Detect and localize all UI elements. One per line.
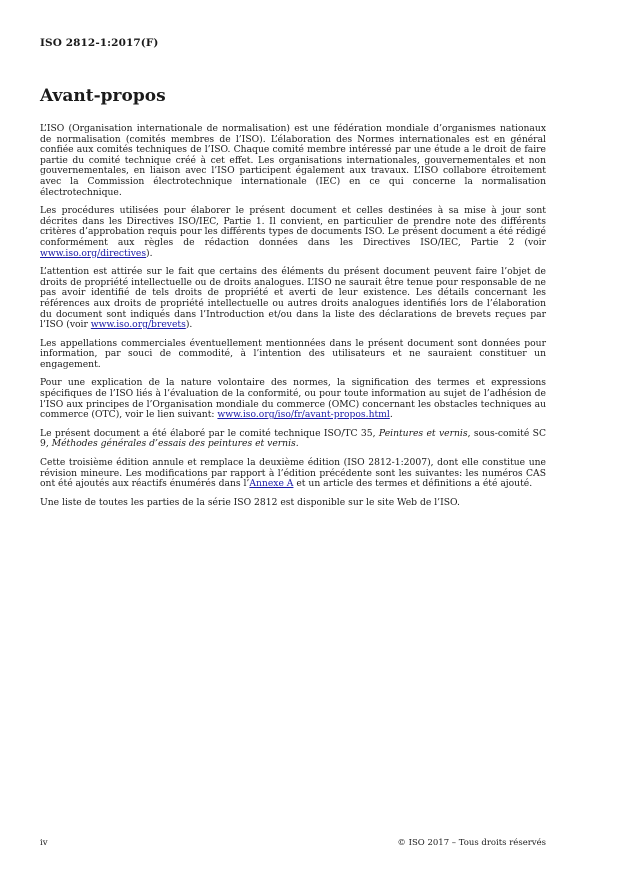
paragraph-1: L’ISO (Organisation internationale de normalisation) est une fédération mondiale d’organismes nationaux de normalisation (comités membres de l’ISO). L’élaboration des Normes internationales est en général confiée aux comités techniques de l’ISO. Chaque comité membre intéressé par une étude a le droit de faire partie du comité technique créé à cet effet. Les organisations internationales, gouvernementales et non gouvernementales, en liaison avec l’ISO participent également aux travaux. L’ISO collabore étroitement avec la Commission électrotechnique internationale (IEC) en ce qui concerne la normalisation électrotechnique. — [40, 123, 546, 198]
paragraph-2 — [40, 206, 546, 259]
paragraph-3-text: L’attention est attirée sur le fait que certains des éléments du présent document peuvent faire l’objet de droits de propriété intellectuelle ou de droits analogues. L’ISO ne saurait être tenue pour responsable de ne pas avoir identifié de tels droits de propriété et averti de leur existence. Les détails concernant les références aux droits de propriété intellectuelle ou autres droits analogues identifiés lors de l’élaboration du document sont indiqués dans l’Introduction et/ou dans la liste des déclarations de brevets reçues par l’ISO (voir — [40, 266, 546, 331]
paragraph-8: Une liste de toutes les parties de la série ISO 2812 est disponible sur le site Web de l’ISO. — [40, 496, 460, 508]
document-body — [40, 124, 546, 516]
page-number: iv — [40, 838, 48, 848]
paragraph-2-end: ). — [146, 247, 153, 259]
directives-link[interactable]: www.iso.org/directives — [40, 247, 147, 259]
subcommittee-title-italic: Méthodes générales d’essais des peintures et vernis — [51, 438, 296, 450]
copyright-notice: © ISO 2017 – Tous droits réservés — [397, 838, 546, 848]
paragraph-6 — [40, 429, 546, 450]
brevets-link[interactable]: www.iso.org/brevets — [90, 319, 186, 331]
paragraph-7-text: Cette troisième édition annule et remplace la deuxième édition (ISO 2812-1:2007), dont elle constitue une révision mineure. Les modifications par rapport à l’édition précédente sont les suivantes: les numéros CAS ont été ajoutés aux réactifs énumérés dans l’ — [40, 457, 546, 490]
paragraph-4: Les appellations commerciales éventuellement mentionnées dans le présent document sont données pour information, par souci de commodité, à l’intention des utilisateurs et ne sauraient constituer un engagement. — [40, 337, 546, 370]
paragraph-5-text: Pour une explication de la nature volontaire des normes, la signification des termes et expressions spécifiques de l’ISO liés à l’évaluation de la conformité, ou pour toute information au sujet de l’adhésion de l’ISO aux principes de l’Organisation mondiale du commerce (OMC) concernant les obstacles techniques au commerce (OTC), voir le lien suivant: — [40, 377, 546, 421]
paragraph-5-end: . — [389, 409, 393, 421]
annexe-a-link[interactable]: Annexe A — [249, 478, 294, 490]
paragraph-6-text: Le présent document a été élaboré par le comité technique ISO/TC 35, — [40, 427, 379, 439]
page-title: Avant-propos — [40, 86, 166, 106]
paragraph-2-text: Les procédures utilisées pour élaborer le présent document et celles destinées à sa mise à jour sont décrites dans les Directives ISO/IEC, Partie 1. Il convient, en particulier de prendre note des différents critères d’approbation requis pour les différents types de documents ISO. Le présent document a été rédigé conformément aux règles de rédaction données dans les Directives ISO/IEC, Partie 2 (voir — [40, 205, 546, 248]
paragraph-3-end: ). — [185, 319, 193, 331]
doc-id-header: ISO 2812-1:2017(F) — [40, 37, 159, 49]
committee-title-italic: Peintures et vernis — [378, 427, 468, 439]
paragraph-7-end: et un article des termes et définitions a été ajouté. — [293, 478, 533, 490]
paragraph-6-mid: , sous-comité SC 9, — [40, 427, 547, 450]
paragraph-5 — [40, 378, 546, 420]
paragraph-7 — [40, 458, 546, 490]
paragraph-3 — [40, 267, 546, 331]
paragraph-6-end: . — [295, 438, 299, 450]
avant-propos-link[interactable]: www.iso.org/iso/fr/avant-propos.html — [217, 409, 390, 421]
